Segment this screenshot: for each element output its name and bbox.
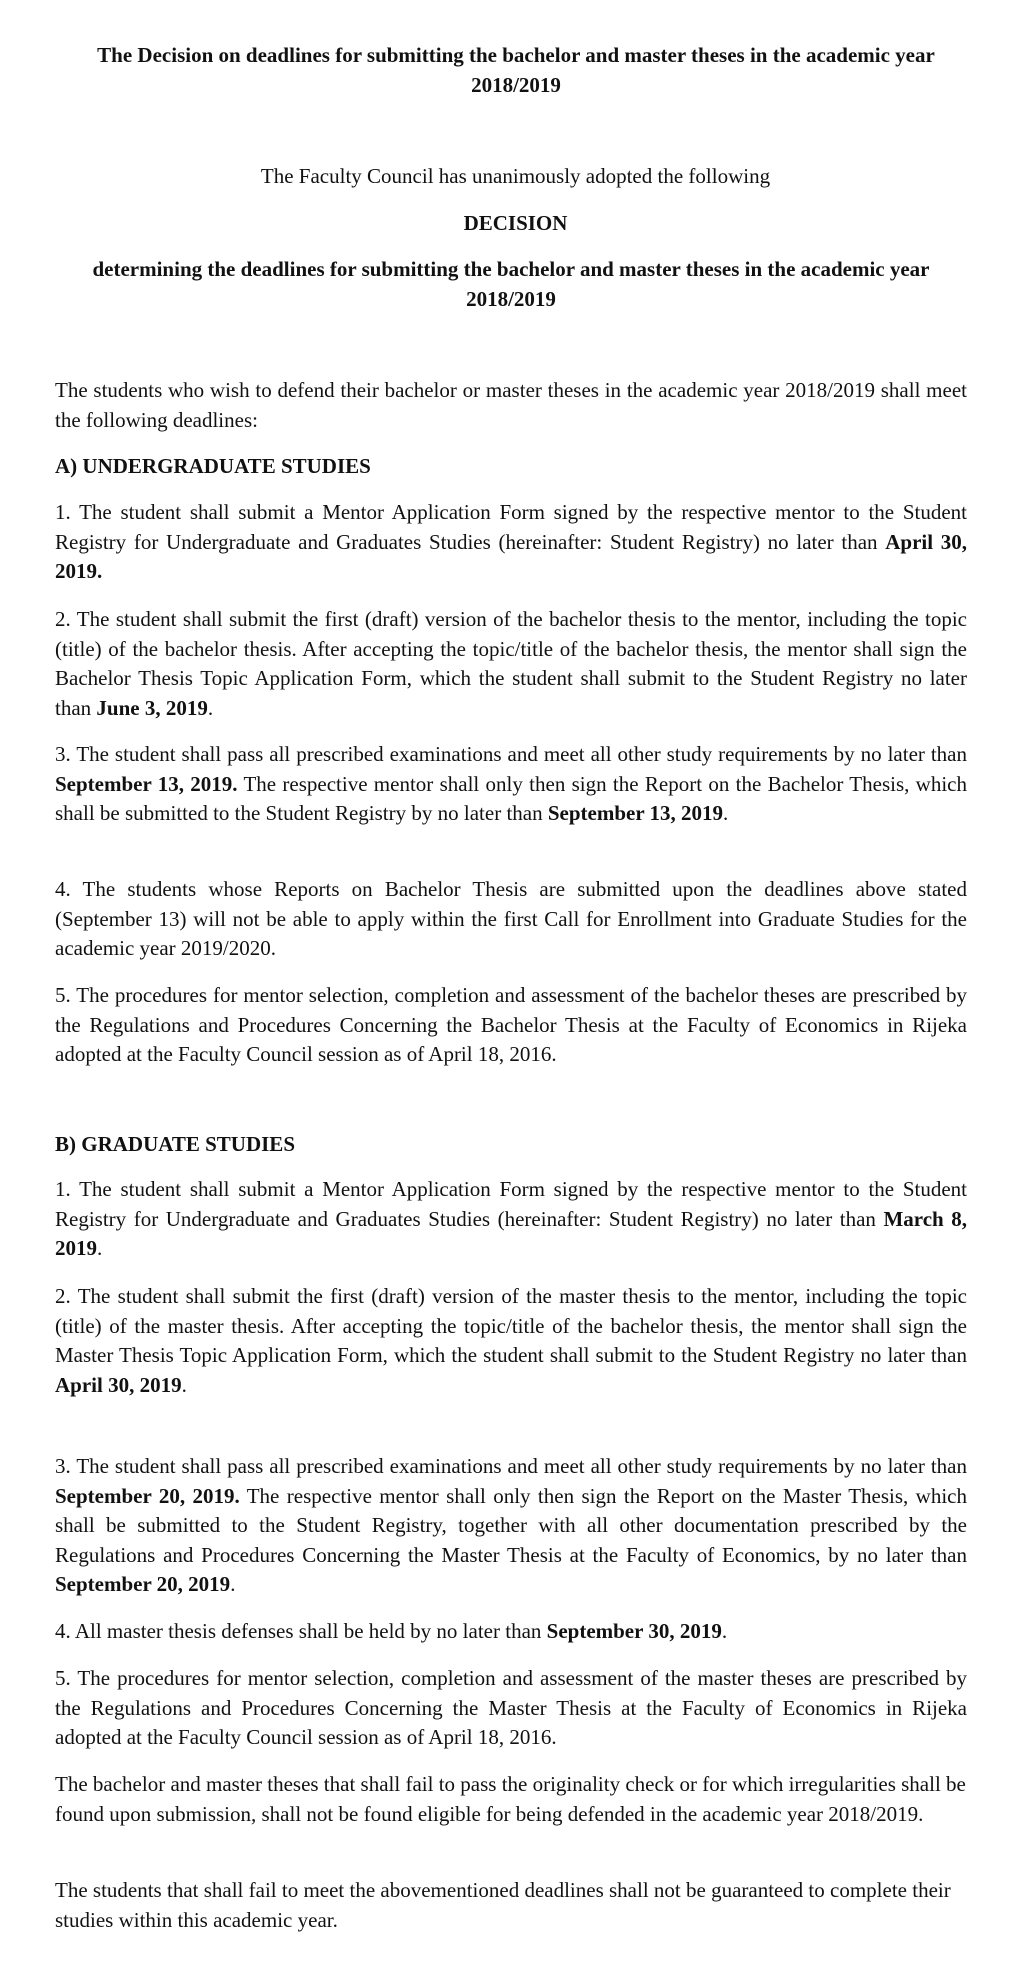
- decision-heading: DECISION: [463, 211, 568, 235]
- deadline-date-2: September 20, 2019: [55, 1572, 231, 1596]
- graduate-item-3: [55, 1452, 967, 1600]
- section-heading-graduate: B) GRADUATE STUDIES: [55, 1132, 295, 1156]
- preamble-paragraph: The students who wish to defend their bachelor or master theses in the academic year 2018/2019 shall meet the following deadlines:: [55, 378, 967, 432]
- graduate-item-5: 5. The procedures for mentor selection, completion and assessment of the master theses are prescribed by the Regulations and Procedures Concerning the Master Thesis at the Faculty of Economics in Rijeka adopted at the Faculty Council session as of April 18, 2016.: [55, 1666, 967, 1749]
- item-text-end: .: [723, 801, 729, 825]
- undergraduate-item-4: 4. The students whose Reports on Bachelor Thesis are submitted upon the deadlines above stated (September 13) will not be able to apply within the first Call for Enrollment into Graduate Studies for the academic year 2019/2020.: [55, 877, 967, 960]
- intro-line: The Faculty Council has unanimously adopted the following: [260, 164, 771, 188]
- deadline-date: September 30, 2019: [546, 1619, 722, 1643]
- document-title: The Decision on deadlines for submitting the bachelor and master theses in the academic year 2018/2019: [97, 43, 935, 97]
- undergraduate-item-1: [55, 498, 967, 587]
- deadline-date: March 8, 2019: [55, 1206, 967, 1260]
- graduate-item-1: [55, 1175, 967, 1264]
- item-text: 2. The student shall submit the first (draft) version of the master thesis to the mentor, including the topic (title) of the master thesis. After accepting the topic/title of the bachelor thesis, the mentor shall sign the Master Thesis Topic Application Form, which the student shall submit to the Student Registry no later than: [55, 1284, 967, 1367]
- undergraduate-item-3: [55, 740, 967, 829]
- deadline-date: September 20, 2019.: [55, 1483, 240, 1508]
- closing-paragraph-deadlines: The students that shall fail to meet the abovementioned deadlines shall not be guaranteed to complete their studies within this academic year.: [55, 1878, 951, 1932]
- undergraduate-item-5: 5. The procedures for mentor selection, completion and assessment of the bachelor theses are prescribed by the Regulations and Procedures Concerning the Bachelor Thesis at the Faculty of Economics in Rijeka adopted at the Faculty Council session as of April 18, 2016.: [55, 983, 967, 1066]
- item-text: 2. The student shall submit the first (draft) version of the bachelor thesis to the mentor, including the topic (title) of the bachelor thesis. After accepting the topic/title of the bachelor thesis, the mentor shall sign the Bachelor Thesis Topic Application Form, which the student shall submit to the Student Registry no later than: [55, 607, 967, 720]
- deadline-date: June 3, 2019: [96, 695, 208, 720]
- item-text: 1. The student shall submit a Mentor Application Form signed by the respective mentor to the Student Registry for Undergraduate and Graduates Studies (hereinafter: Student Registry) no later than: [55, 500, 967, 554]
- item-text: 3. The student shall pass all prescribed examinations and meet all other study requirements by no later than: [55, 742, 967, 766]
- decision-subtitle: determining the deadlines for submitting the bachelor and master theses in the academic year 2018/2019: [92, 257, 930, 311]
- undergraduate-item-2: [55, 605, 967, 723]
- item-text-end: .: [721, 1619, 728, 1643]
- item-text-end: .: [97, 1236, 103, 1260]
- graduate-item-4: [55, 1617, 967, 1647]
- item-text-middle: The respective mentor shall only then sign the Report on the Master Thesis, which shall be submitted to the Student Registry, together with all other documentation prescribed by the Regulations and Procedures Concerning the Master Thesis at the Faculty of Economics, by no later than: [55, 1483, 968, 1567]
- closing-paragraph-originality: The bachelor and master theses that shall fail to pass the originality check or for which irregularities shall be found upon submission, shall not be found eligible for being defended in the academic year 2018/2019.: [55, 1772, 966, 1826]
- deadline-date: April 30, 2019.: [55, 529, 967, 583]
- item-text: 3. The student shall pass all prescribed examinations and meet all other study requirements by no later than: [55, 1454, 967, 1478]
- item-text-middle: The respective mentor shall only then sign the Report on the Bachelor Thesis, which shall be submitted to the Student Registry by no later than: [55, 771, 967, 825]
- item-text-end: .: [230, 1572, 236, 1596]
- deadline-date: September 13, 2019.: [55, 771, 238, 796]
- section-heading-undergraduate: A) UNDERGRADUATE STUDIES: [55, 454, 371, 478]
- item-text-end: .: [181, 1372, 187, 1397]
- item-text-end: .: [207, 695, 214, 720]
- deadline-date: April 30, 2019: [55, 1372, 182, 1397]
- graduate-item-2: [55, 1282, 967, 1400]
- item-text: 4. All master thesis defenses shall be held by no later than: [55, 1619, 547, 1643]
- deadline-date-2: September 13, 2019: [547, 801, 724, 825]
- item-text: 1. The student shall submit a Mentor Application Form signed by the respective mentor to the Student Registry for Undergraduate and Graduates Studies (hereinafter: Student Registry) no later than: [55, 1177, 967, 1231]
